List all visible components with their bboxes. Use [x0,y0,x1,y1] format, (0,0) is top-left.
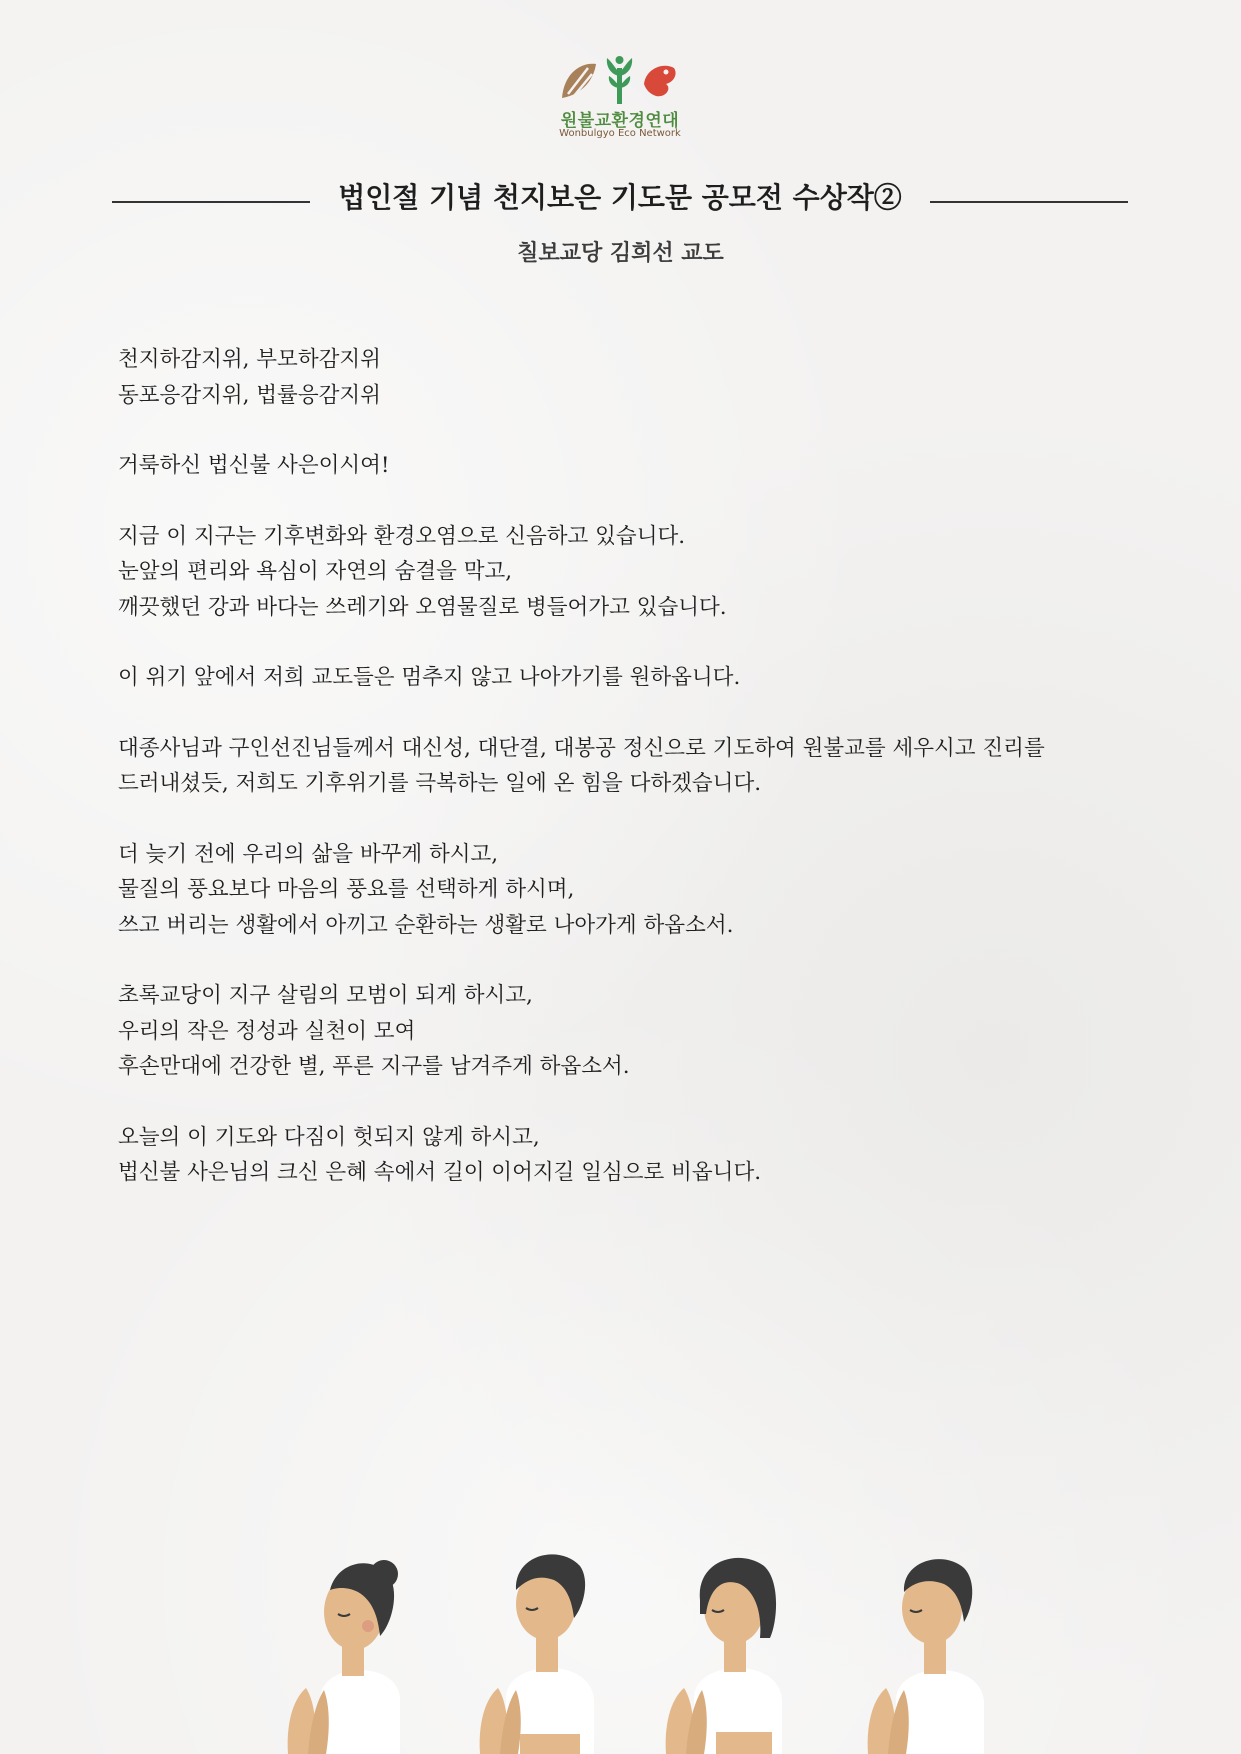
text-line: 오늘의 이 기도와 다짐이 헛되지 않게 하시고, [118,1124,540,1150]
praying-man-icon [470,1530,610,1754]
text-line: 우리의 작은 정성과 실천이 모여 [118,1018,416,1044]
praying-woman-bob-icon [660,1530,800,1754]
prayer-body [118,342,1128,1226]
text-line: 드러내셨듯, 저희도 기후위기를 극복하는 일에 온 힘을 다하겠습니다. [118,771,762,796]
text-line: 법신불 사은님의 크신 은혜 속에서 길이 이어지길 일심으로 비옵니다. [118,1160,762,1185]
paragraph [118,448,1128,484]
text-line: 눈앞의 편리와 욕심이 자연의 숨결을 막고, [118,559,513,584]
org-name-korean: 원불교환경연대 [560,111,680,131]
paragraph [118,837,1128,944]
title-row [112,176,1128,220]
text-line: 거룩하신 법신불 사은이시여! [118,453,390,478]
paragraph [118,660,1128,696]
text-line: 쓰고 버리는 생활에서 아끼고 순환하는 생활로 나아가게 하옵소서. [118,912,734,938]
text-line: 후손만대에 건강한 별, 푸른 지구를 남겨주게 하옵소서. [118,1054,630,1079]
text-line: 깨끗했던 강과 바다는 쓰레기와 오염물질로 병들어가고 있습니다. [118,594,727,620]
paragraph [118,342,1128,413]
text-line: 물질의 풍요보다 마음의 풍요를 선택하게 하시며, [118,877,575,902]
title-rule-left [112,201,310,203]
org-name-english: Wonbulgyo Eco Network [559,128,681,139]
paragraph [118,731,1128,802]
author-line: 칠보교당 김희선 교도 [517,241,724,266]
text-line: 이 위기 앞에서 저희 교도들은 멈추지 않고 나아가기를 원하옵니다. [118,665,741,690]
text-line: 동포응감지위, 법률응감지위 [118,382,381,408]
text-line: 초록교당이 지구 살림의 모범이 되게 하시고, [118,983,533,1008]
text-line: 더 늦기 전에 우리의 삶을 바꾸게 하시고, [118,841,499,867]
praying-woman-icon [280,1530,420,1754]
eco-network-logo-icon [560,54,680,106]
document-title: 법인절 기념 천지보은 기도문 공모전 수상작② [338,181,902,214]
org-logo [552,54,688,144]
text-line: 지금 이 지구는 기후변화와 환경오염으로 신음하고 있습니다. [118,523,686,549]
paragraph [118,1120,1128,1191]
text-line: 대종사님과 구인선진님들께서 대신성, 대단결, 대봉공 정신으로 기도하여 원불교를 세우시고 진리를 [118,735,1045,761]
text-line: 천지하감지위, 부모하감지위 [118,347,381,372]
praying-figures-illustration [0,1530,1241,1754]
title-rule-right [930,201,1128,203]
paragraph [118,978,1128,1085]
paragraph [118,519,1128,626]
praying-man-short-icon [860,1530,1000,1754]
